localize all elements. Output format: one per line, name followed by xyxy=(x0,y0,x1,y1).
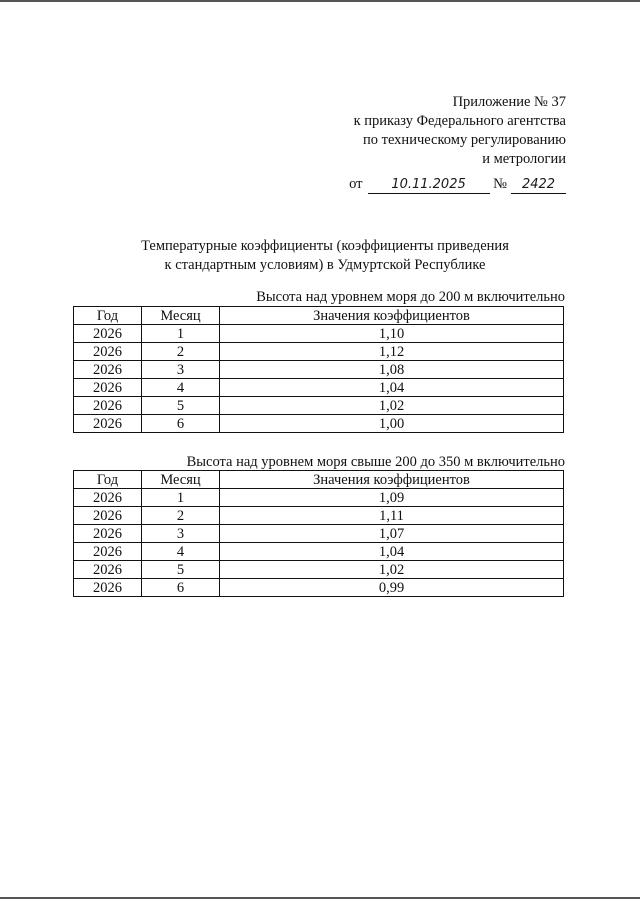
cell-year: 2026 xyxy=(74,379,142,397)
header-year: Год xyxy=(74,471,142,489)
cell-month: 1 xyxy=(142,489,220,507)
cell-year: 2026 xyxy=(74,507,142,525)
number-prefix: № xyxy=(493,176,507,192)
appendix-number: Приложение № 37 xyxy=(452,94,566,110)
document-title xyxy=(0,237,640,275)
table-row xyxy=(74,343,564,361)
table-row xyxy=(74,543,564,561)
table-row xyxy=(74,525,564,543)
table-row xyxy=(74,561,564,579)
header-month: Месяц xyxy=(142,471,220,489)
table-header-row xyxy=(74,471,564,489)
coefficients-table-up-to-200m xyxy=(73,306,564,433)
cell-month: 2 xyxy=(142,507,220,525)
appendix-order-ref: к приказу Федерального агентства xyxy=(353,113,566,129)
cell-coefficient: 1,09 xyxy=(220,489,564,507)
table-row xyxy=(74,325,564,343)
header-coefficient: Значения коэффициентов xyxy=(220,307,564,325)
cell-year: 2026 xyxy=(74,489,142,507)
cell-coefficient: 1,04 xyxy=(220,379,564,397)
cell-month: 1 xyxy=(142,325,220,343)
appendix-header xyxy=(349,93,566,194)
coefficients-table-200-to-350m xyxy=(73,470,564,597)
page-top-edge xyxy=(0,0,640,2)
appendix-agency-line: по техническому регулированию xyxy=(362,132,566,148)
table-row xyxy=(74,379,564,397)
table-2-caption: Высота над уровнем моря свыше 200 до 350 м включительно xyxy=(186,454,565,470)
cell-coefficient: 1,11 xyxy=(220,507,564,525)
cell-coefficient: 1,04 xyxy=(220,543,564,561)
order-number-handwritten: 2422 xyxy=(511,177,566,194)
order-date-number-line xyxy=(349,175,566,194)
cell-coefficient: 1,12 xyxy=(220,343,564,361)
cell-month: 3 xyxy=(142,525,220,543)
cell-year: 2026 xyxy=(74,325,142,343)
cell-year: 2026 xyxy=(74,525,142,543)
cell-coefficient: 1,00 xyxy=(220,415,564,433)
table-row xyxy=(74,489,564,507)
table-row xyxy=(74,579,564,597)
cell-coefficient: 0,99 xyxy=(220,579,564,597)
cell-coefficient: 1,08 xyxy=(220,361,564,379)
cell-month: 3 xyxy=(142,361,220,379)
cell-year: 2026 xyxy=(74,343,142,361)
cell-year: 2026 xyxy=(74,543,142,561)
cell-month: 5 xyxy=(142,561,220,579)
title-line-1: Температурные коэффициенты (коэффициенты приведения xyxy=(141,238,509,254)
header-year: Год xyxy=(74,307,142,325)
title-line-2: к стандартным условиям) в Удмуртской Республике xyxy=(164,257,486,273)
appendix-agency-line-2: и метрологии xyxy=(482,151,566,167)
cell-year: 2026 xyxy=(74,361,142,379)
date-prefix: от xyxy=(349,176,363,192)
cell-month: 2 xyxy=(142,343,220,361)
cell-year: 2026 xyxy=(74,579,142,597)
table-row xyxy=(74,397,564,415)
cell-month: 6 xyxy=(142,415,220,433)
cell-year: 2026 xyxy=(74,397,142,415)
cell-coefficient: 1,07 xyxy=(220,525,564,543)
cell-coefficient: 1,02 xyxy=(220,397,564,415)
cell-month: 4 xyxy=(142,379,220,397)
table-header-row xyxy=(74,307,564,325)
table-row xyxy=(74,507,564,525)
cell-year: 2026 xyxy=(74,561,142,579)
cell-coefficient: 1,10 xyxy=(220,325,564,343)
cell-month: 6 xyxy=(142,579,220,597)
table-1-caption: Высота над уровнем моря до 200 м включительно xyxy=(256,289,565,305)
header-month: Месяц xyxy=(142,307,220,325)
cell-month: 4 xyxy=(142,543,220,561)
order-date-handwritten: 10.11.2025 xyxy=(368,177,490,194)
cell-coefficient: 1,02 xyxy=(220,561,564,579)
header-coefficient: Значения коэффициентов xyxy=(220,471,564,489)
table-row xyxy=(74,415,564,433)
cell-month: 5 xyxy=(142,397,220,415)
table-row xyxy=(74,361,564,379)
cell-year: 2026 xyxy=(74,415,142,433)
